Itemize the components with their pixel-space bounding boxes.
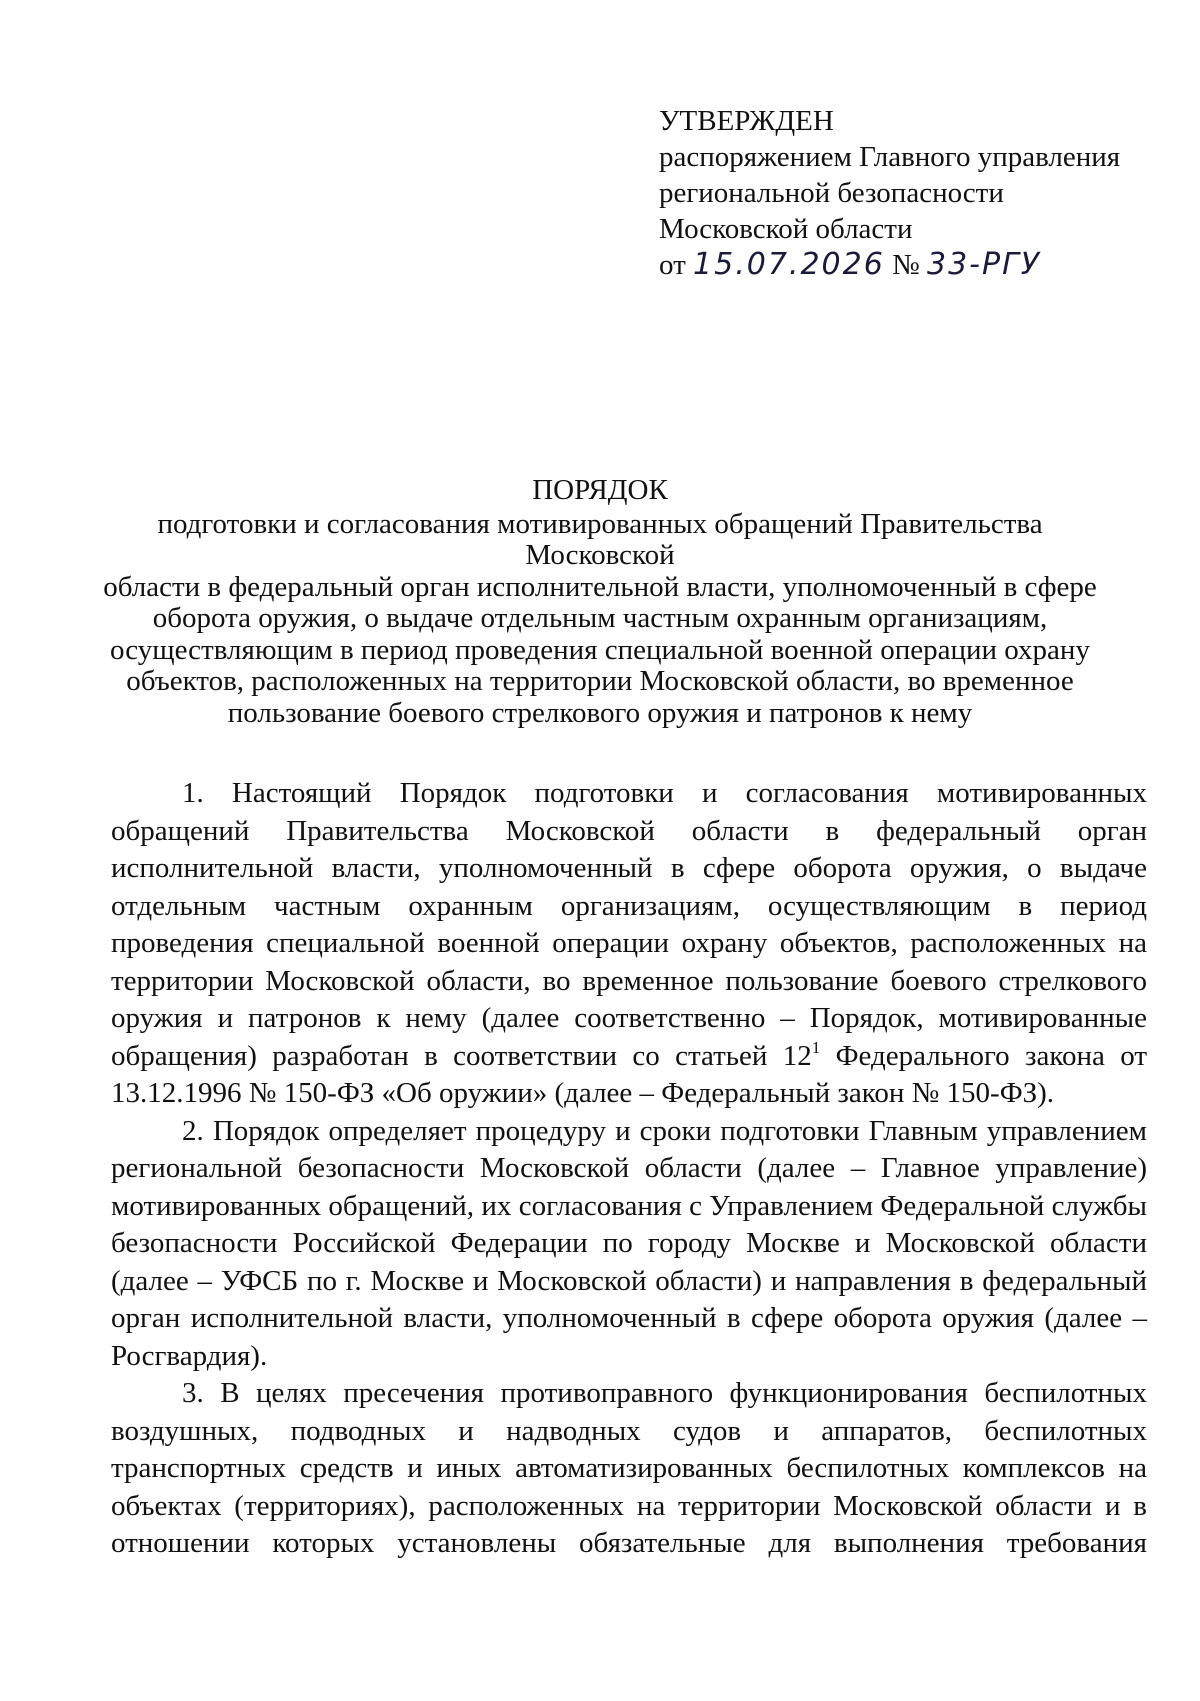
paragraph-1-text: 1. Настоящий Порядок подготовки и согласования мотивированных обращений Правительства Московской области в федеральный орган исполнительной власти, уполномоченный в сфере оборота оружия, о выдаче отдельным частным охранным организациям, осуществляющим в период проведения специальной военной операции охрану объектов, расположенных на территории Московской области, во временное пользование боевого стрелкового оружия и патронов к нему (далее соответственно – Порядок, мотивированные обращения) разработан в соответствии со статьей 12: [111, 777, 1147, 1072]
title-line: пользование боевого стрелкового оружия и патронов к нему: [227, 696, 973, 729]
title-line: области в федеральный орган исполнительной власти, уполномоченный в сфере: [103, 570, 1097, 603]
approval-stamp: УТВЕРЖДЕН: [659, 105, 834, 137]
document-title: [100, 475, 1100, 729]
handwritten-date: 15.07.2026: [693, 247, 885, 282]
title-heading: ПОРЯДОК: [532, 474, 668, 506]
paragraph-3: 3. В целях пресечения противоправного функционирования беспилотных воздушных, подводных и надводных судов и аппаратов, беспилотных транспортных средств и иных автоматизированных беспилотных комплексов на объектах (территориях), расположенных на территории Московской области и в отношении которых установлены обязательные для выполнения требования: [111, 1377, 1147, 1559]
handwritten-number: 33-РГУ: [927, 247, 1042, 282]
approval-line-3: Московской области: [659, 213, 913, 245]
title-line: оборота оружия, о выдаче отдельным частным охранным организациям,: [152, 602, 1048, 634]
approval-line-1: распоряжением Главного управления: [659, 141, 1121, 173]
paragraph-1-text-end: Федерального закона от 13.12.1996 № 150-ФЗ «Об оружии» (далее – Федеральный закон № 150-ФЗ).: [111, 1039, 1147, 1109]
title-line: осуществляющим в период проведения специальной военной операции охрану: [110, 633, 1090, 666]
paragraph-2: 2. Порядок определяет процедуру и сроки подготовки Главным управлением региональной безопасности Московской области (далее – Главное управление) мотивированных обращений, их согласования с Управлением Федеральной службы безопасности Российской Федерации по городу Москве и Московской области (далее – УФСБ по г. Москве и Московской области) и направления в федеральный орган исполнительной власти, уполномоченный в сфере оборота оружия (далее – Росгвардия).: [111, 1114, 1147, 1372]
article-superscript: 1: [811, 1037, 821, 1057]
from-label: от: [659, 249, 686, 281]
approval-date-line: [659, 247, 1179, 283]
title-line: подготовки и согласования мотивированных обращений Правительства Московской: [157, 507, 1043, 571]
approval-line-2: региональной безопасности: [659, 177, 1004, 209]
document-body: [111, 775, 1147, 1563]
title-line: объектов, расположенных на территории Московской области, во временное: [126, 665, 1074, 697]
number-label: №: [892, 249, 920, 281]
approval-block: [659, 103, 1179, 283]
paragraph-1: [111, 775, 1147, 1113]
